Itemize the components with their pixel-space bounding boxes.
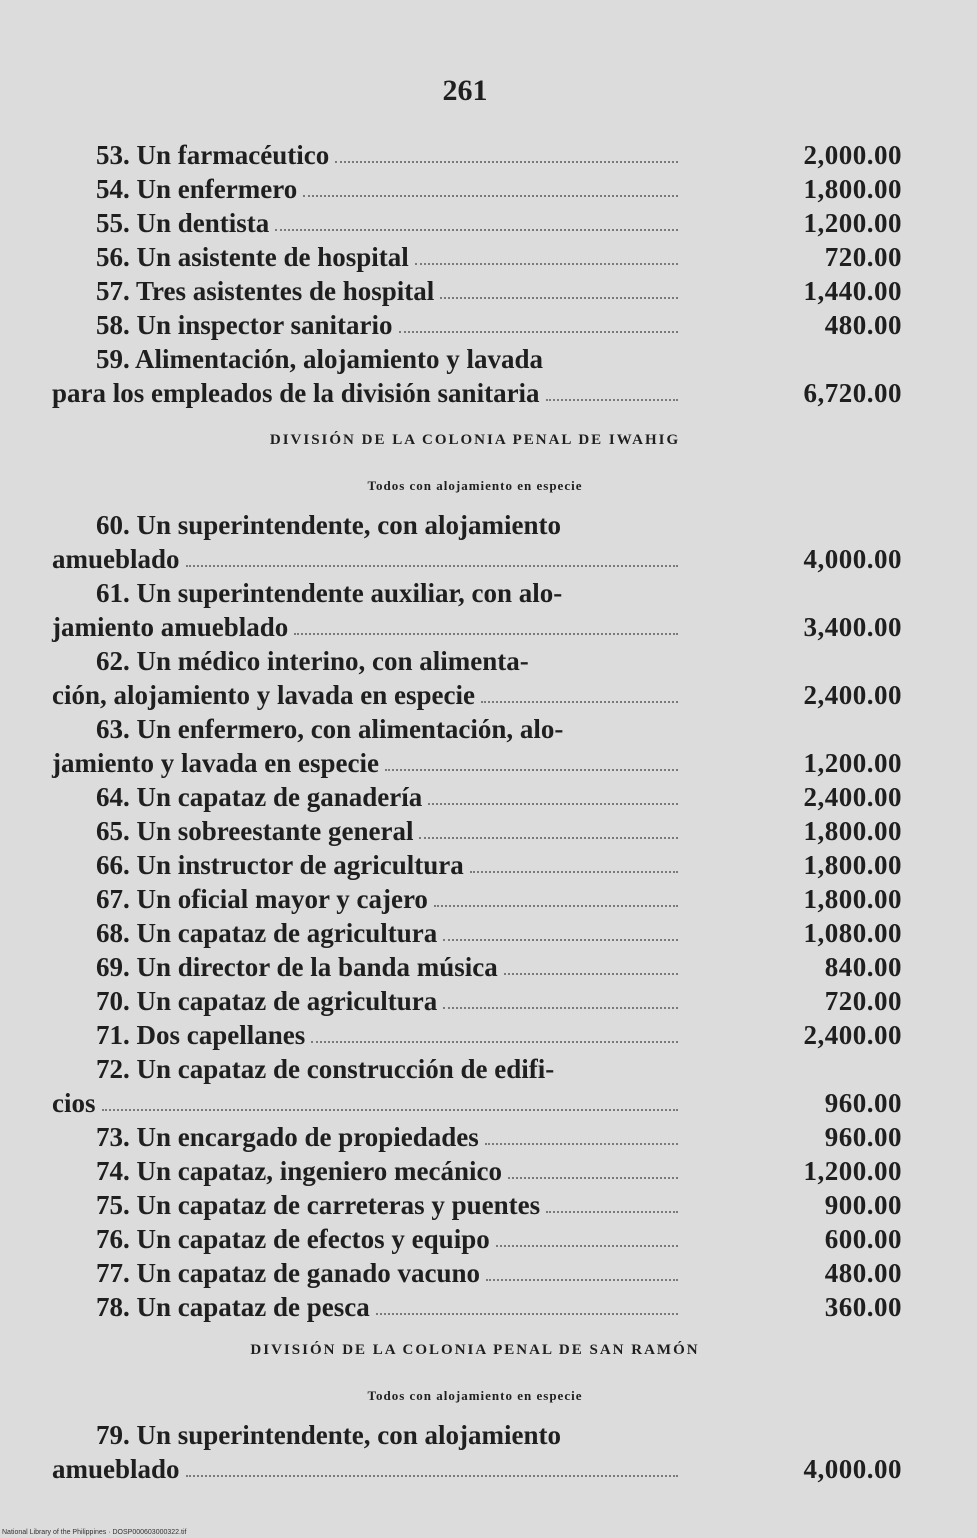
entry-amount: 1,800.00 [803,850,902,880]
entry-text: 72. Un capataz de construcción de edifi- [96,1054,555,1084]
dot-leader [102,1109,679,1111]
budget-entry [52,1222,902,1256]
dot-leader [443,939,678,941]
entry-amount: 720.00 [824,242,902,272]
dot-leader [399,331,678,333]
entry-text: 67. Un oficial mayor y cajero [96,884,428,914]
entry-text: 76. Un capataz de efectos y equipo [96,1224,490,1254]
budget-entry [52,712,902,780]
dot-leader [481,701,678,703]
budget-entry [52,780,902,814]
entry-line [52,644,902,678]
entry-amount: 1,080.00 [803,918,902,948]
entry-amount: 960.00 [824,1122,902,1152]
entry-text: 58. Un inspector sanitario [96,310,393,340]
dot-leader [434,905,678,907]
section-subheading-iwahig: Todos con alojamiento en especie [367,478,583,493]
dot-leader [486,1279,678,1281]
budget-entry [52,308,902,342]
budget-entry [52,984,902,1018]
budget-entry [52,644,902,712]
dot-leader [415,263,678,265]
entry-text: 54. Un enfermero [96,174,298,204]
budget-entry [52,1018,902,1052]
entry-amount: 840.00 [824,952,902,982]
dot-leader [385,769,678,771]
dot-leader [508,1177,678,1179]
entry-text: cios [52,1088,96,1118]
entry-text: 69. Un director de la banda música [96,952,498,982]
entry-amount: 960.00 [824,1088,902,1118]
entry-amount: 6,720.00 [803,378,902,408]
entry-text: 56. Un asistente de hospital [96,242,409,272]
entry-amount: 1,440.00 [803,276,902,306]
dot-leader [428,803,678,805]
entry-text: amueblado [52,1454,180,1484]
budget-entry [52,1052,902,1120]
entry-text: 63. Un enfermero, con alimentación, alo- [96,714,564,744]
entry-text: 74. Un capataz, ingeniero mecánico [96,1156,502,1186]
entry-text: 71. Dos capellanes [96,1020,306,1050]
budget-entry [52,1188,902,1222]
section-subheading-san-ramon: Todos con alojamiento en especie [367,1388,583,1403]
entry-amount: 1,200.00 [803,208,902,238]
entry-amount: 4,000.00 [803,544,902,574]
entry-amount: 480.00 [824,310,902,340]
entry-text: 75. Un capataz de carreteras y puentes [96,1190,541,1220]
dot-leader [546,399,678,401]
entry-line [52,508,902,542]
budget-entry [52,274,902,308]
budget-entry [52,1154,902,1188]
dot-leader [303,195,678,197]
budget-entry [52,848,902,882]
entry-amount: 2,400.00 [803,782,902,812]
entry-text: 77. Un capataz de ganado vacuno [96,1258,481,1288]
entry-amount: 1,800.00 [803,816,902,846]
budget-entry [52,814,902,848]
entry-amount: 1,200.00 [803,1156,902,1186]
dot-leader [335,161,678,163]
entry-text: 62. Un médico interino, con alimenta- [96,646,529,676]
entry-text: ción, alojamiento y lavada en especie [52,680,475,710]
budget-entry [52,240,902,274]
entry-text: 68. Un capataz de agricultura [96,918,438,948]
entry-text: 66. Un instructor de agricultura [96,850,464,880]
entry-line [52,1052,902,1086]
dot-leader [376,1313,678,1315]
entry-text: 79. Un superintendente, con alojamiento [96,1420,561,1450]
entry-text: 59. Alimentación, alojamiento y lavada [96,344,543,374]
budget-entry [52,1256,902,1290]
budget-entry [52,950,902,984]
section-heading-iwahig: DIVISIÓN DE LA COLONIA PENAL DE IWAHIG [269,432,681,448]
entry-text: 53. Un farmacéutico [96,140,330,170]
entry-text: jamiento y lavada en especie [52,748,379,778]
entry-amount: 480.00 [824,1258,902,1288]
budget-entry [52,882,902,916]
entry-text: 65. Un sobreestante general [96,816,414,846]
entry-text: 73. Un encargado de propiedades [96,1122,479,1152]
entry-amount: 3,400.00 [803,612,902,642]
dot-leader [546,1211,678,1213]
entry-amount: 2,000.00 [803,140,902,170]
entry-amount: 2,400.00 [803,1020,902,1050]
dot-leader [186,1475,678,1477]
dot-leader [504,973,678,975]
budget-entry [52,508,902,576]
entry-text: para los empleados de la división sanitaria [52,378,540,408]
entry-amount: 600.00 [824,1224,902,1254]
entry-text: 61. Un superintendente auxiliar, con alo- [96,578,563,608]
entry-text: jamiento amueblado [52,612,289,642]
budget-entry [52,206,902,240]
dot-leader [294,633,678,635]
entry-amount: 1,800.00 [803,174,902,204]
entry-amount: 360.00 [824,1292,902,1322]
entry-text: 70. Un capataz de agricultura [96,986,438,1016]
dot-leader [496,1245,678,1247]
entry-text: 78. Un capataz de pesca [96,1292,370,1322]
budget-entry [52,916,902,950]
dot-leader [470,871,678,873]
entry-text: 64. Un capataz de ganadería [96,782,423,812]
entry-line [52,576,902,610]
budget-entry [52,342,902,410]
budget-entry [52,172,902,206]
dot-leader [440,297,678,299]
dot-leader [443,1007,678,1009]
dot-leader [419,837,678,839]
dot-leader [485,1143,678,1145]
entry-amount: 900.00 [824,1190,902,1220]
budget-entry [52,1290,902,1324]
budget-entry [52,138,902,172]
entry-amount: 1,200.00 [803,748,902,778]
entry-amount: 2,400.00 [803,680,902,710]
section-heading-san-ramon: DIVISIÓN DE LA COLONIA PENAL DE SAN RAMÓN [250,1342,700,1358]
entry-text: amueblado [52,544,180,574]
budget-entry [52,1120,902,1154]
budget-entry [52,1418,902,1486]
entry-text: 55. Un dentista [96,208,270,238]
entry-text: 60. Un superintendente, con alojamiento [96,510,561,540]
budget-entry [52,576,902,644]
page-number: 261 [442,74,488,107]
entry-line [52,342,902,376]
scan-footer: National Library of the Philippines · DOSP000603000322.tif [2,1529,187,1536]
dot-leader [186,565,678,567]
entry-text: 57. Tres asistentes de hospital [96,276,435,306]
entry-line [52,712,902,746]
entry-amount: 720.00 [824,986,902,1016]
entry-amount: 1,800.00 [803,884,902,914]
entry-line [52,1418,902,1452]
entry-amount: 4,000.00 [803,1454,902,1484]
dot-leader [275,229,678,231]
dot-leader [311,1041,678,1043]
